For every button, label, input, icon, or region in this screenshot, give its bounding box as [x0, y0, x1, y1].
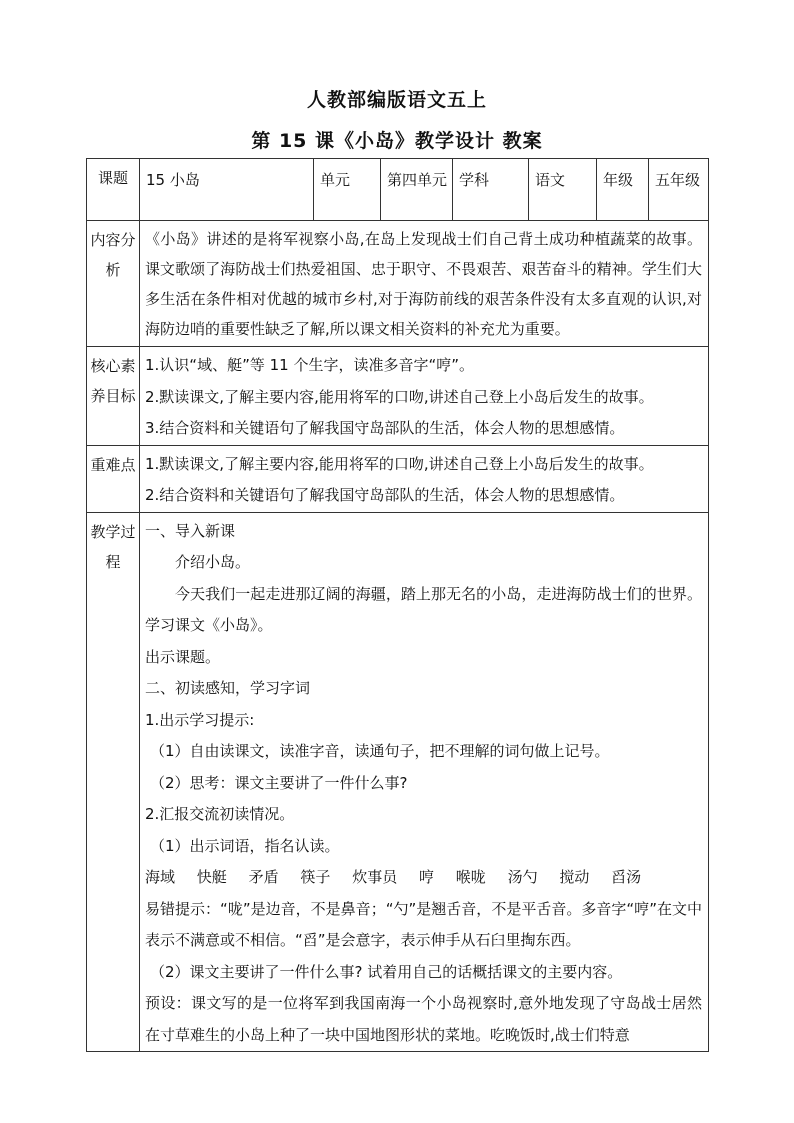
- key-points-list: [140, 445, 709, 512]
- analysis-label: 内容分析: [87, 221, 140, 347]
- lesson-plan-table: [86, 158, 709, 1052]
- process-label: 教学过程: [87, 512, 140, 1052]
- vocab-word: 炊事员: [352, 868, 398, 886]
- key-point-item: 1.默读课文,了解主要内容,能用将军的口吻,讲述自己登上小岛后发生的故事。: [145, 454, 654, 473]
- key-points-row: [87, 445, 709, 512]
- subject-label: 学科: [453, 159, 529, 221]
- topic-value: 15 小岛: [140, 159, 314, 221]
- vocab-word: 快艇: [196, 868, 227, 886]
- process-substep: （1）出示词语，指名认读。: [150, 836, 340, 855]
- process-substep: （2）思考：课文主要讲了一件什么事?: [150, 773, 408, 792]
- process-row: [87, 512, 709, 1052]
- analysis-row: [87, 221, 709, 347]
- vocab-word: 搅动: [559, 868, 590, 886]
- error-tips: 易错提示：“咙”是边音，不是鼻音；“勺”是翘舌音，不是平舌音。多音字“哼”在文中表示不满意或不相信。“舀”是会意字，表示伸手从石臼里掏东西。: [145, 899, 702, 949]
- subject-value: 语文: [529, 159, 597, 221]
- vocab-word: 喉咙: [455, 868, 486, 886]
- process-content: [140, 512, 709, 1052]
- section-heading: 一、导入新课: [145, 521, 236, 540]
- lesson-title: 第 15 课《小岛》教学设计 教案: [251, 130, 543, 152]
- header-row: [87, 159, 709, 221]
- analysis-text: 《小岛》讲述的是将军视察小岛,在岛上发现战士们自己背土成功种植蔬菜的故事。课文歌颂了海防战士们热爱祖国、忠于职守、不畏艰苦、艰苦奋斗的精神。学生们大多生活在条件相对优越的城市乡村,对于海防前线的艰苦条件没有太多直观的认识,对海防边哨的重要性缺乏了解,所以课文相关资料的补充尤为重要。: [140, 221, 709, 347]
- preset-answer: 预设：课文写的是一位将军到我国南海一个小岛视察时,意外地发现了守岛战士居然在寸草难生的小岛上种了一块中国地图形状的菜地。吃晚饭时,战士们特意: [145, 994, 702, 1044]
- vocabulary-row: [145, 862, 702, 894]
- vocab-word: 海域: [145, 868, 176, 886]
- vocab-word: 汤勺: [507, 868, 538, 886]
- process-line: 介绍小岛。: [175, 553, 251, 571]
- goal-item: 1.认识“域、艇”等 11 个生字，读准多音字“哼”。: [145, 356, 475, 374]
- goals-list: [140, 347, 709, 446]
- vocab-word: 舀汤: [611, 868, 642, 886]
- process-step: 2.汇报交流初读情况。: [145, 805, 295, 823]
- goals-label: 核心素养目标: [87, 347, 140, 446]
- key-point-item: 2.结合资料和关键语句了解我国守岛部队的生活，体会人物的思想感情。: [145, 486, 625, 504]
- key-points-label: 重难点: [87, 445, 140, 512]
- process-substep: （1）自由读课文，读准字音，读通句子，把不理解的词句做上记号。: [150, 742, 610, 760]
- grade-label: 年级: [597, 159, 649, 221]
- process-line: 出示课题。: [145, 647, 221, 666]
- topic-label: 课题: [87, 159, 140, 221]
- document-title: 人教部编版语文五上: [306, 89, 487, 111]
- process-substep: （2）课文主要讲了一件什么事? 试着用自己的话概括课文的主要内容。: [150, 962, 623, 981]
- unit-label: 单元: [314, 159, 381, 221]
- section-heading: 二、初读感知，学习字词: [145, 679, 311, 697]
- goals-row: [87, 347, 709, 446]
- process-step: 1.出示学习提示:: [145, 710, 255, 729]
- vocab-word: 矛盾: [248, 868, 279, 886]
- goal-item: 3.结合资料和关键语句了解我国守岛部队的生活，体会人物的思想感情。: [145, 419, 625, 437]
- goal-item: 2.默读课文,了解主要内容,能用将军的口吻,讲述自己登上小岛后发生的故事。: [145, 387, 654, 406]
- vocab-word: 筷子: [300, 868, 331, 886]
- process-paragraph: 今天我们一起走进那辽阔的海疆，踏上那无名的小岛，走进海防战士们的世界。学习课文《小岛》。: [145, 584, 702, 634]
- vocab-word: 哼: [418, 868, 434, 886]
- grade-value: 五年级: [649, 159, 709, 221]
- unit-value: 第四单元: [381, 159, 453, 221]
